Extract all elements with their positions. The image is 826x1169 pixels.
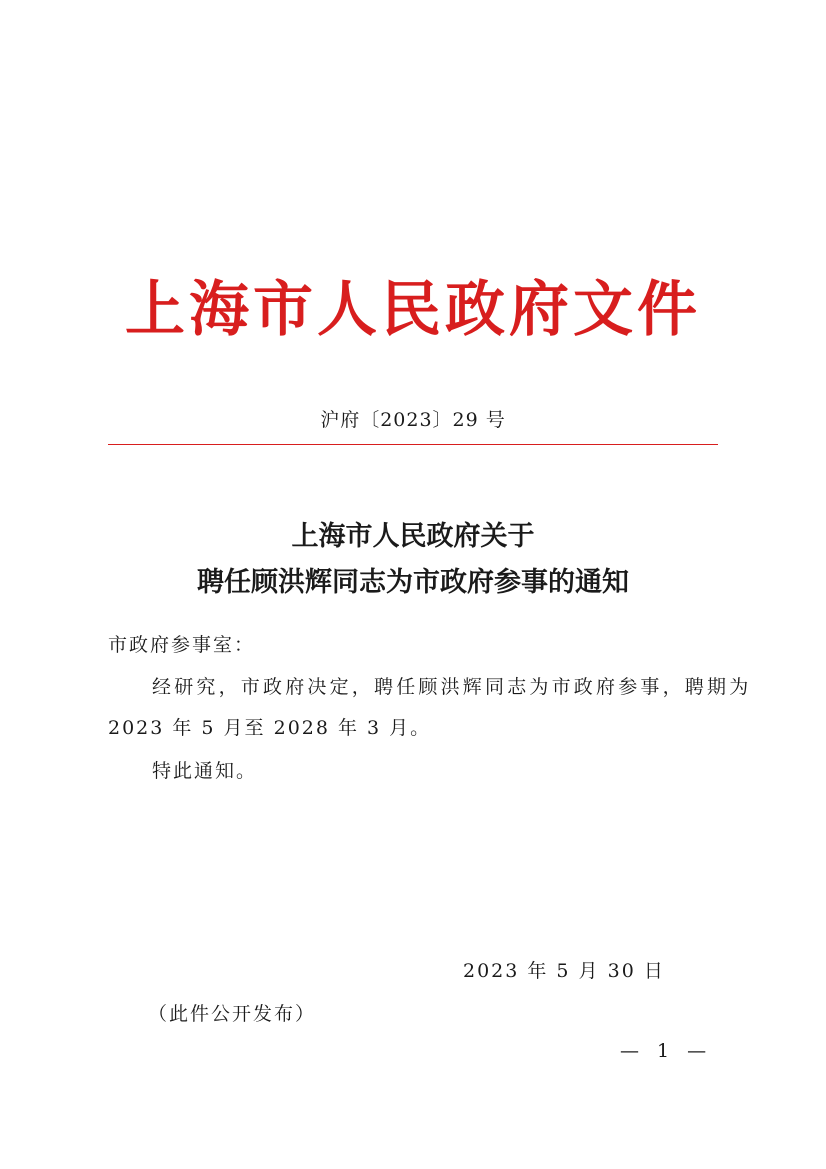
notice-title-line-1: 上海市人民政府关于 [291, 521, 535, 552]
publication-note: （此件公开发布） [148, 1003, 317, 1025]
body-paragraph-line-2: 2023 年 5 月至 2028 年 3 月。 [108, 717, 432, 739]
closing-remark: 特此通知。 [152, 760, 258, 782]
document-number: 沪府〔2023〕29 号 [320, 409, 506, 431]
page-number: — 1 — [620, 1040, 713, 1062]
notice-title-line-2: 聘任顾洪辉同志为市政府参事的通知 [197, 567, 629, 598]
issue-date: 2023 年 5 月 30 日 [463, 960, 665, 982]
document-masthead: 上海市人民政府文件 [125, 275, 701, 345]
body-paragraph-line-1: 经研究，市政府决定，聘任顾洪辉同志为市政府参事，聘期为 [152, 676, 752, 698]
red-divider-line [108, 444, 718, 445]
salutation: 市政府参事室： [108, 634, 256, 656]
